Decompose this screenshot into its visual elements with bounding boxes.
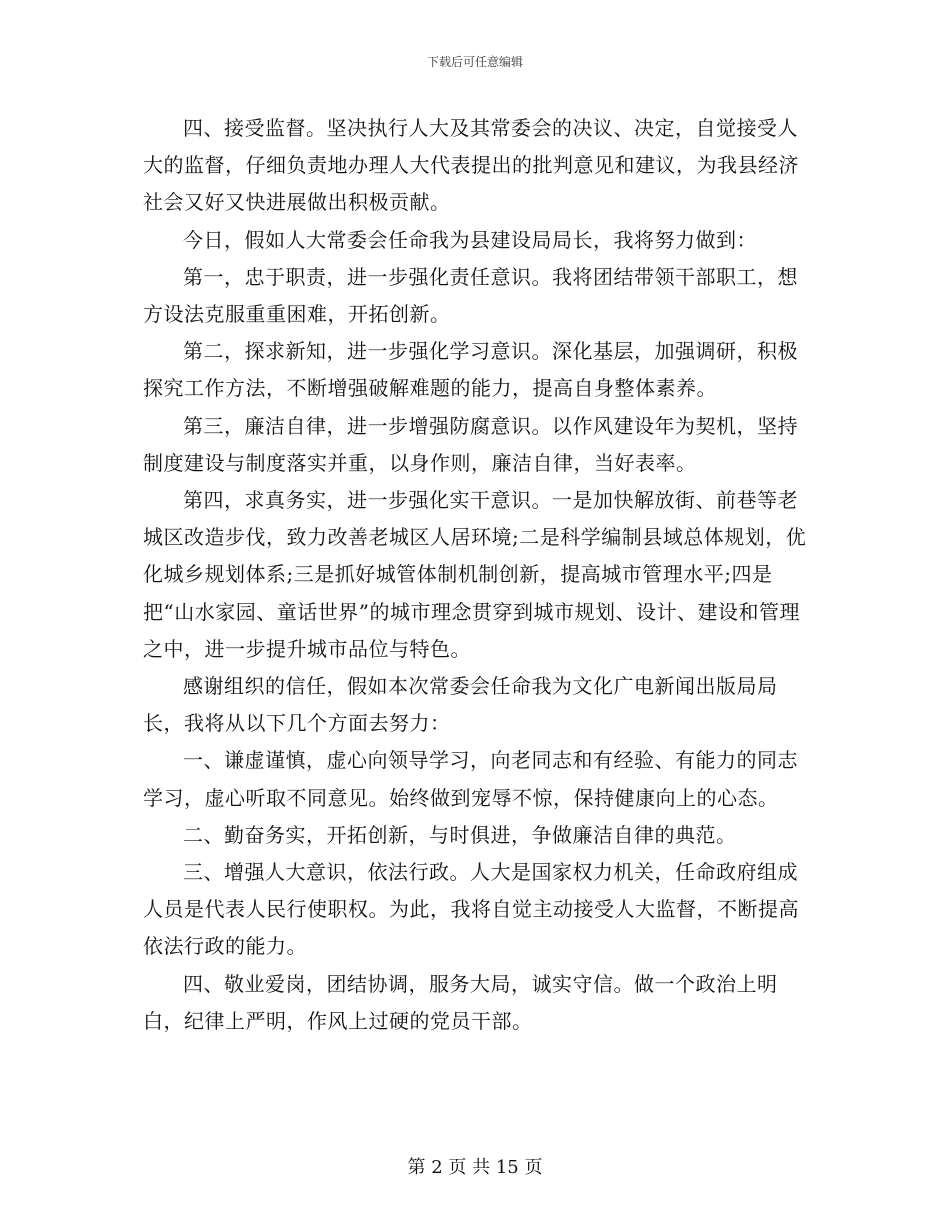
page-number: 第 2 页 共 15 页 [407,1157,543,1178]
paragraph: 感谢组织的信任，假如本次常委会任命我为文化广电新闻出版局局长，我将从以下几个方面去努力： [143,674,778,736]
paragraph: 第四，求真务实，进一步强化实干意识。一是加快解放街、前巷等老城区改造步伐，致力改善老城区人居环境;二是科学编制县域总体规划，优化城乡规划体系;三是抓好城管体制机制创新，提高城市管理水平;四是把“山水家园、童话世界”的城市理念贯穿到城市规划、设计、建设和管理之中，进一步提升城市品位与特色。 [143,488,807,661]
paragraph: 二、勤奋务实，开拓创新，与时俱进，争做廉洁自律的典范。 [183,822,737,847]
paragraph: 今日，假如人大常委会任命我为县建设局局长，我将努力做到： [183,227,757,252]
paragraph: 第二，探求新知，进一步强化学习意识。深化基层，加强调研，积极探究工作方法，不断增强破解难题的能力，提高自身整体素养。 [143,339,798,401]
paragraph: 一、谦虚谨慎，虚心向领导学习，向老同志和有经验、有能力的同志学习，虚心听取不同意见。始终做到宠辱不惊，保持健康向上的心态。 [143,748,798,810]
paragraph: 第一，忠于职责，进一步强化责任意识。我将团结带领干部职工，想方设法克服重重困难，开拓创新。 [143,264,798,327]
paragraph: 四、接受监督。坚决执行人大及其常委会的决议、决定，自觉接受人大的监督，仔细负责地办理人大代表提出的批判意见和建议，为我县经济社会又好又快进展做出积极贡献。 [143,116,799,215]
paragraph: 第三，廉洁自律，进一步增强防腐意识。以作风建设年为契机，坚持制度建设与制度落实并重，以身作则，廉洁自律，当好表率。 [143,413,798,475]
document-body [143,110,813,1040]
paragraph: 四、敬业爱岗，团结协调，服务大局，诚实守信。做一个政治上明白，纪律上严明，作风上过硬的党员干部。 [143,971,778,1033]
page-header-note: 下载后可任意编辑 [426,55,523,69]
paragraph: 三、增强人大意识，依法行政。人大是国家权力机关，任命政府组成人员是代表人民行使职权。为此，我将自觉主动接受人大监督，不断提高依法行政的能力。 [143,860,799,959]
